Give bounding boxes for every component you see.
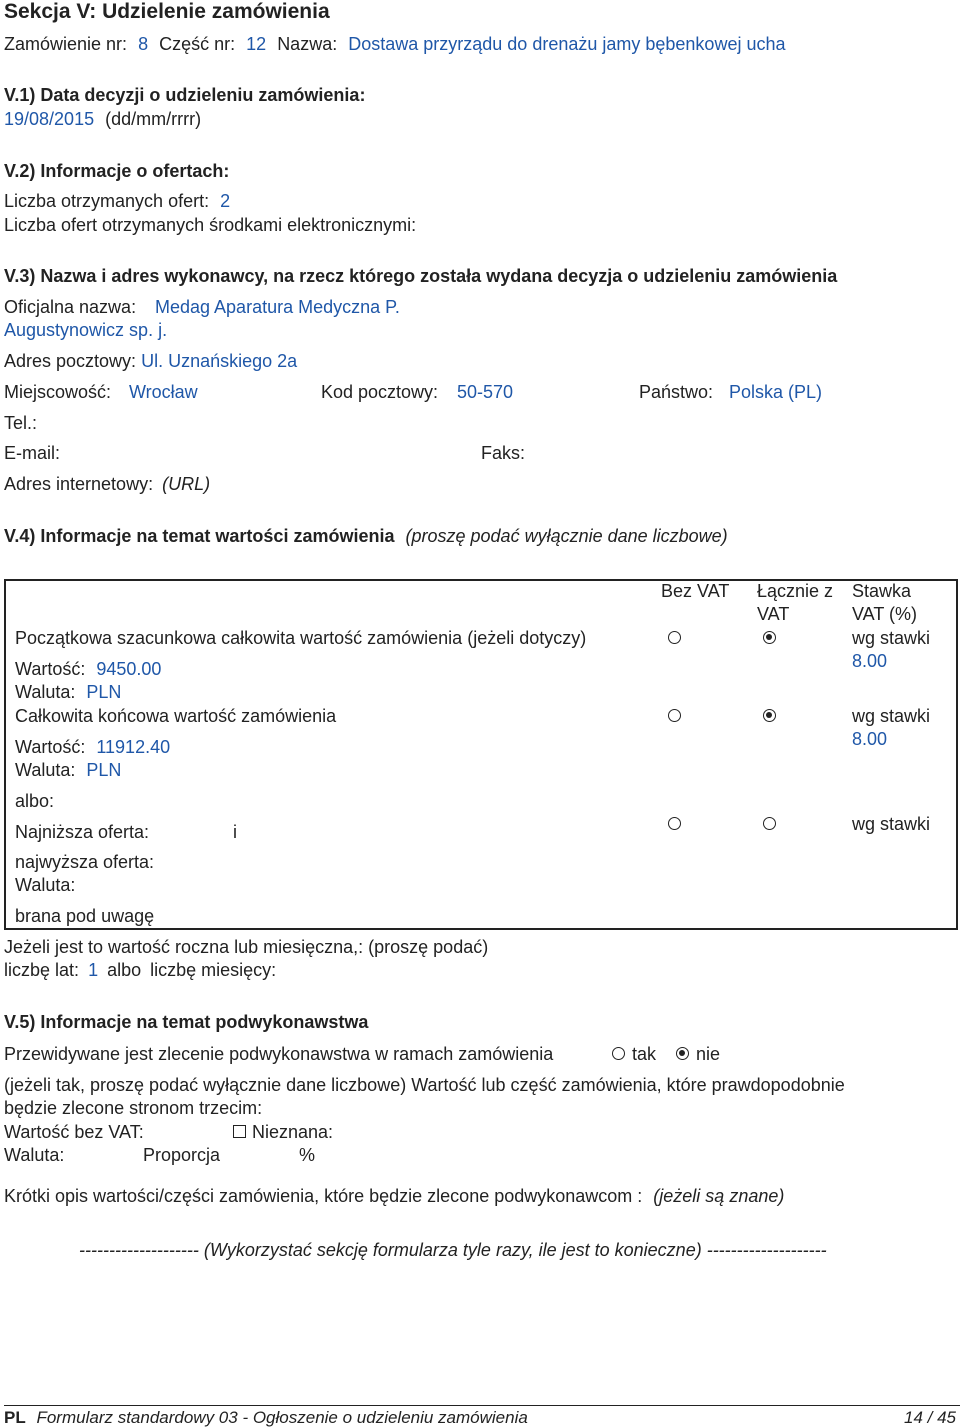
- footer-page: 14 / 45: [904, 1408, 956, 1427]
- initial-value-label: Wartość:: [15, 659, 86, 679]
- years-line: [4, 960, 276, 980]
- initial-label: Początkowa szacunkowa całkowita wartość zamówienia (jeżeli dotyczy): [15, 628, 587, 648]
- email-label: E-mail:: [4, 443, 61, 463]
- desc-line: [4, 1186, 784, 1206]
- official-name-2: Augustynowicz sp. j.: [4, 320, 168, 340]
- percent-sign: %: [299, 1145, 316, 1165]
- offers-received-line: [4, 191, 230, 211]
- address-value: Ul. Uznańskiego 2a: [141, 351, 298, 371]
- range-gross-radio[interactable]: [763, 817, 776, 830]
- final-currency-line: [15, 760, 121, 780]
- v1-date-line: [4, 109, 201, 129]
- range-net-radio[interactable]: [668, 817, 681, 830]
- date-format: (dd/mm/rrrr): [105, 109, 202, 129]
- offers-received: 2: [220, 191, 231, 211]
- final-currency-label: Waluta:: [15, 760, 76, 780]
- or-word: albo: [107, 960, 142, 980]
- postal-label: Kod pocztowy:: [321, 382, 439, 402]
- subcontract-question: Przewidywane jest zlecenie podwykonawstwa w ramach zamówienia: [4, 1044, 554, 1064]
- final-value: 11912.40: [96, 737, 171, 757]
- footer-rule: [4, 1405, 960, 1406]
- country-label: Państwo:: [639, 382, 714, 402]
- col-rate-2: VAT (%): [852, 604, 918, 624]
- address-label: Adres pocztowy:: [4, 351, 137, 371]
- desc-label: Krótki opis wartości/części zamówienia, które będzie zlecone podwykonawcom :: [4, 1186, 643, 1206]
- final-rate-2: 8.00: [852, 729, 888, 749]
- subcontract-note-1: (jeżeli tak, proszę podać wyłącznie dane liczbowe) Wartość lub część zamówienia, które prawdopodobnie: [4, 1075, 845, 1095]
- footer-form: Formularz standardowy 03 - Ogłoszenie o udzieleniu zamówienia: [36, 1408, 528, 1427]
- initial-value-line: [15, 659, 161, 679]
- v4-heading-line: [4, 526, 728, 546]
- postal-value: 50-570: [457, 382, 514, 402]
- initial-net-radio[interactable]: [668, 631, 681, 644]
- final-currency: PLN: [86, 760, 122, 780]
- and-label: i: [233, 822, 237, 842]
- col-net: Bez VAT: [661, 581, 730, 601]
- v1-heading: V.1) Data decyzji o udzieleniu zamówienia:: [4, 85, 366, 105]
- range-rate: wg stawki: [852, 814, 931, 834]
- tel-label: Tel.:: [4, 413, 38, 433]
- subcontract-no-radio[interactable]: [676, 1047, 689, 1060]
- unknown-checkbox[interactable]: [233, 1125, 246, 1138]
- subcontract-no-label: nie: [696, 1044, 721, 1064]
- offers-received-label: Liczba otrzymanych ofert:: [4, 191, 210, 211]
- unknown-label: Nieznana:: [252, 1122, 334, 1142]
- subcontract-currency-label: Waluta:: [4, 1145, 65, 1165]
- footer-left: [4, 1408, 528, 1428]
- proportion-label: Proporcja: [143, 1145, 221, 1165]
- range-currency-label: Waluta:: [15, 875, 76, 895]
- v2-heading: V.2) Informacje o ofertach:: [4, 161, 230, 181]
- col-rate-1: Stawka: [852, 581, 912, 601]
- final-gross-radio[interactable]: [763, 709, 776, 722]
- order-name: Dostawa przyrządu do drenażu jamy bębenkowej ucha: [348, 34, 786, 54]
- initial-value: 9450.00: [96, 659, 162, 679]
- address-line: [4, 351, 297, 371]
- v4-heading: V.4) Informacje na temat wartości zamówienia: [4, 526, 395, 546]
- highest-label: najwyższa oferta:: [15, 852, 155, 872]
- order-name-label: Nazwa:: [277, 34, 338, 54]
- initial-currency-label: Waluta:: [15, 682, 76, 702]
- or-label: albo:: [15, 791, 55, 811]
- offers-electronic-label: Liczba ofert otrzymanych środkami elektronicznymi:: [4, 215, 417, 235]
- desc-hint: (jeżeli są znane): [653, 1186, 785, 1206]
- initial-currency: PLN: [86, 682, 122, 702]
- months-label: liczbę miesięcy:: [150, 960, 277, 980]
- official-name-label: Oficjalna nazwa:: [4, 297, 137, 317]
- range-note: brana pod uwagę: [15, 906, 155, 926]
- www-line: [4, 474, 210, 494]
- fax-label: Faks:: [481, 443, 526, 463]
- v3-heading: V.3) Nazwa i adres wykonawcy, na rzecz którego została wydana decyzja o udzieleniu zamówienia: [4, 266, 838, 286]
- initial-currency-line: [15, 682, 121, 702]
- col-gross-1: Łącznie z: [757, 581, 834, 601]
- subcontract-yes-label: tak: [632, 1044, 657, 1064]
- section-title: Sekcja V: Udzielenie zamówienia: [4, 0, 330, 23]
- subcontract-value-label: Wartość bez VAT:: [4, 1122, 144, 1142]
- repeat-note: -------------------- (Wykorzystać sekcję formularza tyle razy, ile jest to konieczne) --------------------: [79, 1240, 827, 1260]
- order-nr: 8: [138, 34, 149, 54]
- footer-lang: PL: [4, 1408, 26, 1427]
- final-value-line: [15, 737, 170, 757]
- order-line: [4, 34, 785, 54]
- subcontract-note-2: będzie zlecone stronom trzecim:: [4, 1098, 263, 1118]
- final-value-label: Wartość:: [15, 737, 86, 757]
- v4-heading-hint: (proszę podać wyłącznie dane liczbowe): [405, 526, 728, 546]
- subcontract-yes-radio[interactable]: [612, 1047, 625, 1060]
- initial-rate-1: wg stawki: [852, 628, 931, 648]
- order-part-label: Część nr:: [159, 34, 236, 54]
- order-part: 12: [246, 34, 267, 54]
- city-value: Wrocław: [129, 382, 198, 402]
- years-label: liczbę lat:: [4, 960, 80, 980]
- decision-date: 19/08/2015: [4, 109, 95, 129]
- final-rate-1: wg stawki: [852, 706, 931, 726]
- www-label: Adres internetowy:: [4, 474, 154, 494]
- initial-gross-radio[interactable]: [763, 631, 776, 644]
- col-gross-2: VAT: [757, 604, 790, 624]
- final-label: Całkowita końcowa wartość zamówienia: [15, 706, 337, 726]
- lowest-label: Najniższa oferta:: [15, 822, 150, 842]
- official-name-1: Medag Aparatura Medyczna P.: [155, 297, 400, 317]
- www-hint: (URL): [162, 474, 211, 494]
- v5-heading: V.5) Informacje na temat podwykonawstwa: [4, 1012, 369, 1032]
- city-label: Miejscowość:: [4, 382, 112, 402]
- final-net-radio[interactable]: [668, 709, 681, 722]
- years-value: 1: [88, 960, 99, 980]
- order-nr-label: Zamówienie nr:: [4, 34, 128, 54]
- country-value: Polska (PL): [729, 382, 823, 402]
- initial-rate-2: 8.00: [852, 651, 888, 671]
- annual-line: Jeżeli jest to wartość roczna lub miesięczna,: (proszę podać): [4, 937, 489, 957]
